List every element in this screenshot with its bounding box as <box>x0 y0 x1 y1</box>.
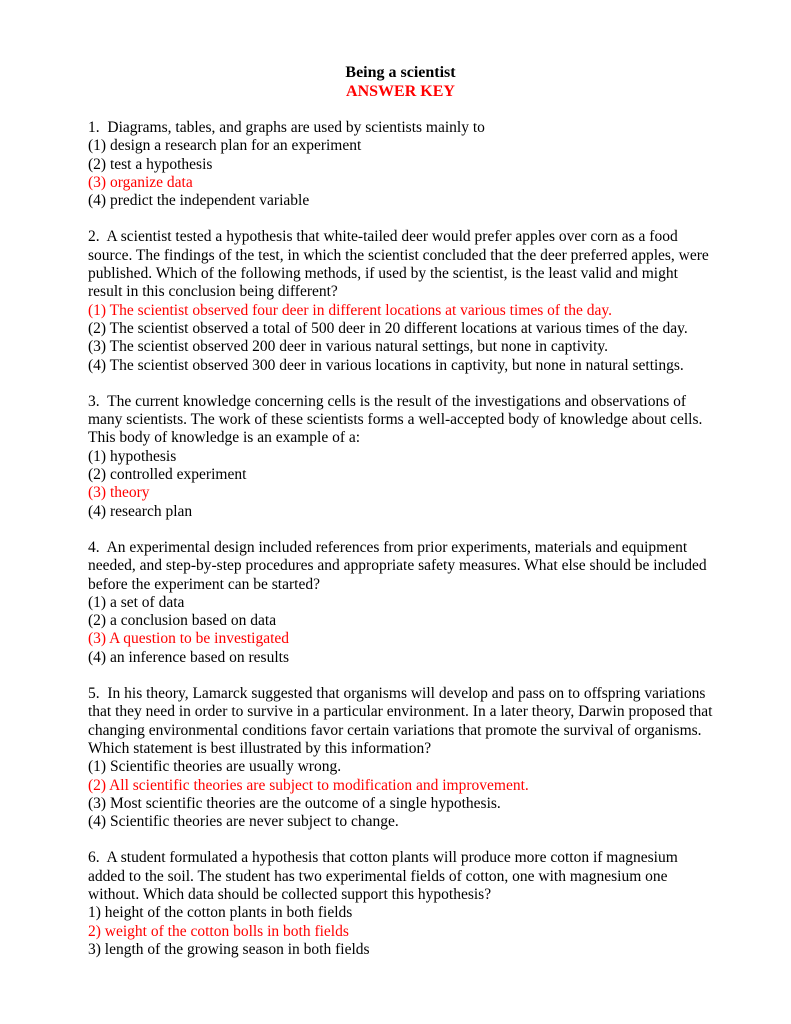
question-3 <box>88 393 716 521</box>
question-5 <box>88 685 716 831</box>
question-5-option-2: (2) All scientific theories are subject to modification and improvement. <box>88 776 529 794</box>
question-5-option-3: (3) Most scientific theories are the outcome of a single hypothesis. <box>88 794 501 812</box>
question-2-option-4: (4) The scientist observed 300 deer in various locations in captivity, but none in natural settings. <box>88 356 684 374</box>
question-4-option-4: (4) an inference based on results <box>88 648 289 666</box>
question-6-option-2: 2) weight of the cotton bolls in both fields <box>88 922 349 940</box>
question-3-option-4: (4) research plan <box>88 502 193 520</box>
question-4-option-2: (2) a conclusion based on data <box>88 612 277 630</box>
question-2-stem: 2. A scientist tested a hypothesis that white-tailed deer would prefer apples over corn as a food source. The findings of the test, in which the scientist concluded that the deer preferred apples, were published. Which of the following methods, if used by the scientist, is the least valid and might result in this conclusion being different? <box>88 228 713 301</box>
question-1 <box>88 119 716 210</box>
question-5-option-4: (4) Scientific theories are never subject to change. <box>88 813 399 831</box>
question-1-option-3: (3) organize data <box>88 173 193 191</box>
question-4-option-1: (1) a set of data <box>88 593 185 611</box>
question-5-option-1: (1) Scientific theories are usually wrong. <box>88 758 342 776</box>
question-3-stem: 3. The current knowledge concerning cells is the result of the investigations and observations of many scientists. The work of these scientists forms a well-accepted body of knowledge about cells. This body of knowledge is an example of a: <box>88 392 706 447</box>
question-1-option-2: (2) test a hypothesis <box>88 155 213 173</box>
question-4-stem: 4. An experimental design included references from prior experiments, materials and equipment needed, and step-by-step procedures and appropriate safety measures. What else should be included before the experiment can be started? <box>88 538 711 593</box>
question-2 <box>88 228 716 374</box>
question-6-option-1: 1) height of the cotton plants in both fields <box>88 904 353 922</box>
question-6-option-3: 3) length of the growing season in both fields <box>88 940 370 958</box>
question-1-option-1: (1) design a research plan for an experiment <box>88 137 362 155</box>
question-3-option-2: (2) controlled experiment <box>88 466 247 484</box>
question-1-stem: 1. Diagrams, tables, and graphs are used by scientists mainly to <box>88 119 485 136</box>
answer-key-heading: ANSWER KEY <box>346 82 455 100</box>
document-title: Being a scientist <box>345 64 456 81</box>
question-2-option-2: (2) The scientist observed a total of 500 deer in 20 different locations at various times of the day. <box>88 319 688 337</box>
question-2-option-3: (3) The scientist observed 200 deer in various natural settings, but none in captivity. <box>88 338 608 356</box>
question-2-option-1: (1) The scientist observed four deer in different locations at various times of the day. <box>88 301 612 319</box>
question-1-option-4: (4) predict the independent variable <box>88 192 310 210</box>
question-4 <box>88 539 716 667</box>
question-6-stem: 6. A student formulated a hypothesis that cotton plants will produce more cotton if magnesium added to the soil. The student has two experimental fields of cotton, one with magnesium one without. Which data should be collected support this hypothesis? <box>88 849 682 903</box>
question-3-option-3: (3) theory <box>88 484 150 502</box>
question-5-stem: 5. In his theory, Lamarck suggested that organisms will develop and pass on to offspring variations that they need in order to survive in a particular environment. In a later theory, Darwin proposed that changing environmental conditions favor certain variations that promote the survival of organisms. Which statement is best illustrated by this information? <box>88 685 717 757</box>
question-6 <box>88 849 716 959</box>
question-4-option-3: (3) A question to be investigated <box>88 630 290 648</box>
question-3-option-1: (1) hypothesis <box>88 447 177 465</box>
